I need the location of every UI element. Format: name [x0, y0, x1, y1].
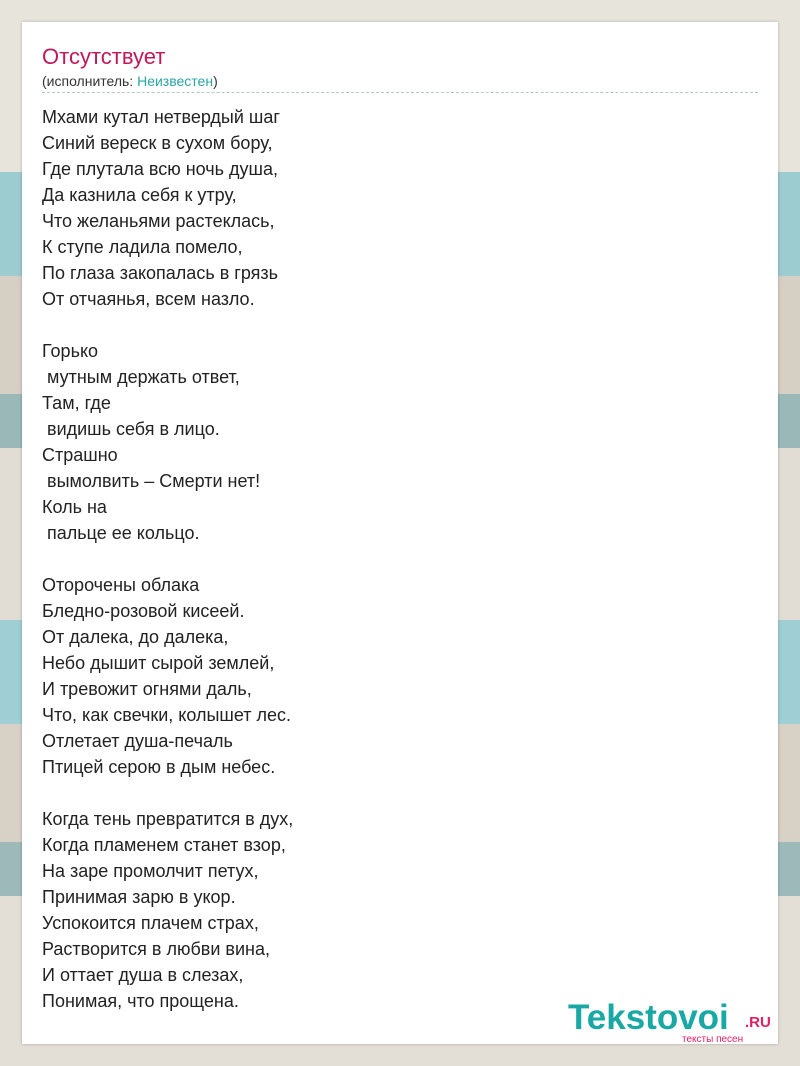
- logo-wordmark: Tekstovoi: [568, 998, 729, 1037]
- lyrics-card: [22, 22, 778, 1044]
- performer-close: ): [213, 73, 218, 89]
- performer-line: [42, 72, 218, 90]
- site-logo[interactable]: [568, 998, 778, 1048]
- performer-label: (исполнитель:: [42, 73, 138, 89]
- logo-domain: .RU: [745, 1014, 771, 1031]
- divider: [42, 92, 758, 93]
- lyrics-text: Мхами кутал нетвердый шаг Синий вереск в сухом бору, Где плутала всю ночь душа, Да казнила себя к утру, Что желаньями растеклась, К ступе ладила помело, По глаза закопалась в грязь От отчаянья, всем назло. Горько мутным держать ответ, Там, где видишь себя в лицо. Страшно вымолвить – Смерти нет! Коль на пальце ее кольцо. Оторочены облака Бледно-розовой кисеей. От далека, до далека, Небо дышит сырой землей, И тревожит огнями даль, Что, как свечки, колышет лес. Отлетает душа-печаль Птицей серою в дым небес. Когда тень превратится в дух, Когда пламенем станет взор, На заре промолчит петух, Принимая зарю в укор. Успокоится плачем страх, Растворится в любви вина, И оттает душа в слезах, Понимая, что прощена.: [42, 107, 294, 1011]
- performer-link[interactable]: Неизвестен: [137, 73, 214, 89]
- song-title: Отсутствует: [42, 44, 166, 69]
- logo-tagline: тексты песен: [682, 1034, 744, 1045]
